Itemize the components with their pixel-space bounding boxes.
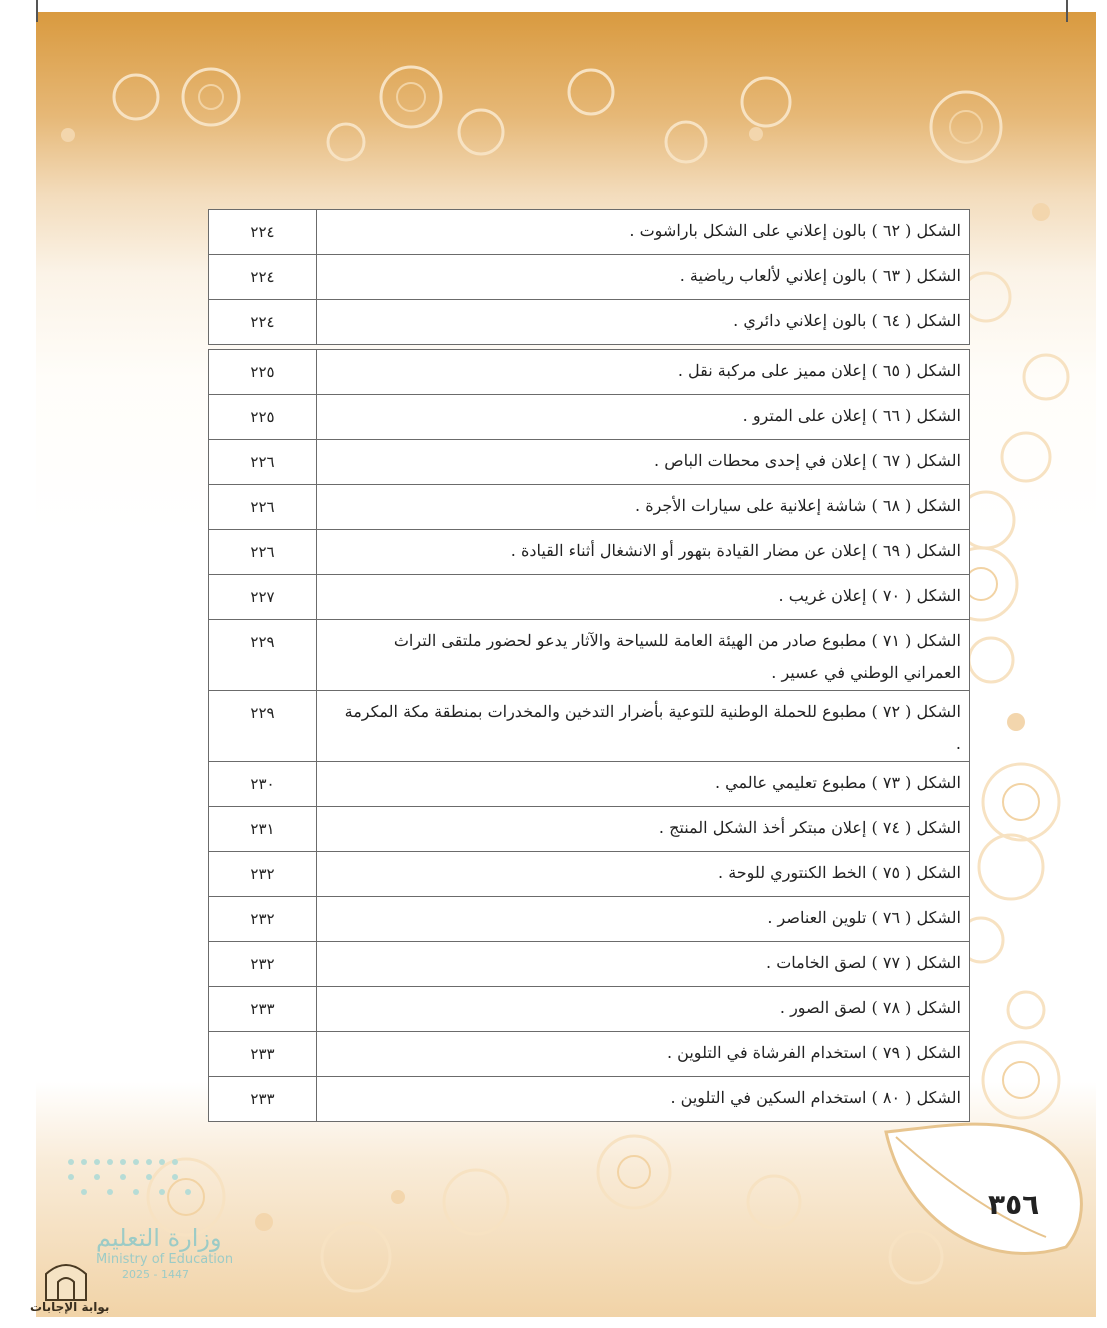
ministry-logo-arabic: وزارة التعليم	[96, 1224, 222, 1252]
caption-cell: الشكل ( ٧٢ ) مطبوع للحملة الوطنية للتوعية بأضرار التدخين والمخدرات بمنطقة مكة المكرمة .	[317, 691, 970, 762]
page-cell: ٢٣٠	[209, 762, 317, 807]
table-row	[209, 210, 970, 255]
book-page	[36, 12, 1096, 1317]
table-row	[209, 762, 970, 807]
page-cell: ٢٢٥	[209, 395, 317, 440]
page-cell: ٢٣١	[209, 807, 317, 852]
page-cell: ٢٢٤	[209, 210, 317, 255]
page-cell: ٢٢٤	[209, 255, 317, 300]
caption-cell: الشكل ( ٦٥ ) إعلان مميز على مركبة نقل .	[317, 350, 970, 395]
table-row	[209, 575, 970, 620]
table-row	[209, 350, 970, 395]
table-row	[209, 300, 970, 345]
crop-mark	[36, 0, 38, 22]
table-row	[209, 1077, 970, 1122]
table-row	[209, 942, 970, 987]
caption-cell: الشكل ( ٦٦ ) إعلان على المترو .	[317, 395, 970, 440]
portal-watermark: بوابة الإجابات	[30, 1300, 110, 1314]
page-number: ٣٥٦	[988, 1188, 1040, 1221]
page-cell: ٢٢٤	[209, 300, 317, 345]
caption-cell: الشكل ( ٧٨ ) لصق الصور .	[317, 987, 970, 1032]
portal-logo-icon	[42, 1256, 90, 1302]
caption-cell: الشكل ( ٦٢ ) بالون إعلاني على الشكل باراشوت .	[317, 210, 970, 255]
caption-cell: الشكل ( ٦٩ ) إعلان عن مضار القيادة بتهور أو الانشغال أثناء القيادة .	[317, 530, 970, 575]
table-row	[209, 620, 970, 691]
table-row	[209, 1032, 970, 1077]
page-cell: ٢٣٢	[209, 852, 317, 897]
table-row	[209, 440, 970, 485]
table-row	[209, 530, 970, 575]
page-cell: ٢٣٣	[209, 1032, 317, 1077]
table-row	[209, 255, 970, 300]
caption-cell: الشكل ( ٧١ ) مطبوع صادر من الهيئة العامة للسياحة والآثار يدعو لحضور ملتقى التراث العمراني الوطني في عسير .	[317, 620, 970, 691]
caption-cell: الشكل ( ٧٥ ) الخط الكنتوري للوحة .	[317, 852, 970, 897]
caption-cell: الشكل ( ٨٠ ) استخدام السكين في التلوين .	[317, 1077, 970, 1122]
table-row	[209, 485, 970, 530]
caption-cell: الشكل ( ٧٦ ) تلوين العناصر .	[317, 897, 970, 942]
table-row	[209, 691, 970, 762]
page-cell: ٢٢٩	[209, 691, 317, 762]
caption-cell: الشكل ( ٧٩ ) استخدام الفرشاة في التلوين .	[317, 1032, 970, 1077]
page-cell: ٢٣٣	[209, 1077, 317, 1122]
crop-mark	[1066, 0, 1068, 22]
caption-cell: الشكل ( ٦٧ ) إعلان في إحدى محطات الباص .	[317, 440, 970, 485]
page-cell: ٢٢٩	[209, 620, 317, 691]
caption-cell: الشكل ( ٧٧ ) لصق الخامات .	[317, 942, 970, 987]
table-row	[209, 897, 970, 942]
page-cell: ٢٣٢	[209, 897, 317, 942]
page-cell: ٢٢٥	[209, 350, 317, 395]
figures-table-1	[208, 209, 970, 345]
page-cell: ٢٢٦	[209, 485, 317, 530]
caption-cell: الشكل ( ٧٠ ) إعلان غريب .	[317, 575, 970, 620]
table-row	[209, 395, 970, 440]
table-row	[209, 852, 970, 897]
page-cell: ٢٢٧	[209, 575, 317, 620]
caption-cell: الشكل ( ٦٣ ) بالون إعلاني لألعاب رياضية .	[317, 255, 970, 300]
caption-cell: الشكل ( ٦٤ ) بالون إعلاني دائري .	[317, 300, 970, 345]
table-row	[209, 807, 970, 852]
page-cell: ٢٣٣	[209, 987, 317, 1032]
caption-cell: الشكل ( ٦٨ ) شاشة إعلانية على سيارات الأجرة .	[317, 485, 970, 530]
ministry-logo-english: Ministry of Education	[96, 1252, 234, 1267]
leaf-shape	[886, 1124, 1081, 1253]
ministry-logo-year: 2025 - 1447	[122, 1268, 189, 1281]
caption-cell: الشكل ( ٧٤ ) إعلان مبتكر أخذ الشكل المنتج .	[317, 807, 970, 852]
page-cell: ٢٣٢	[209, 942, 317, 987]
table-row	[209, 987, 970, 1032]
figures-table-2	[208, 349, 970, 1122]
page-cell: ٢٢٦	[209, 440, 317, 485]
page-cell: ٢٢٦	[209, 530, 317, 575]
caption-cell: الشكل ( ٧٣ ) مطبوع تعليمي عالمي .	[317, 762, 970, 807]
